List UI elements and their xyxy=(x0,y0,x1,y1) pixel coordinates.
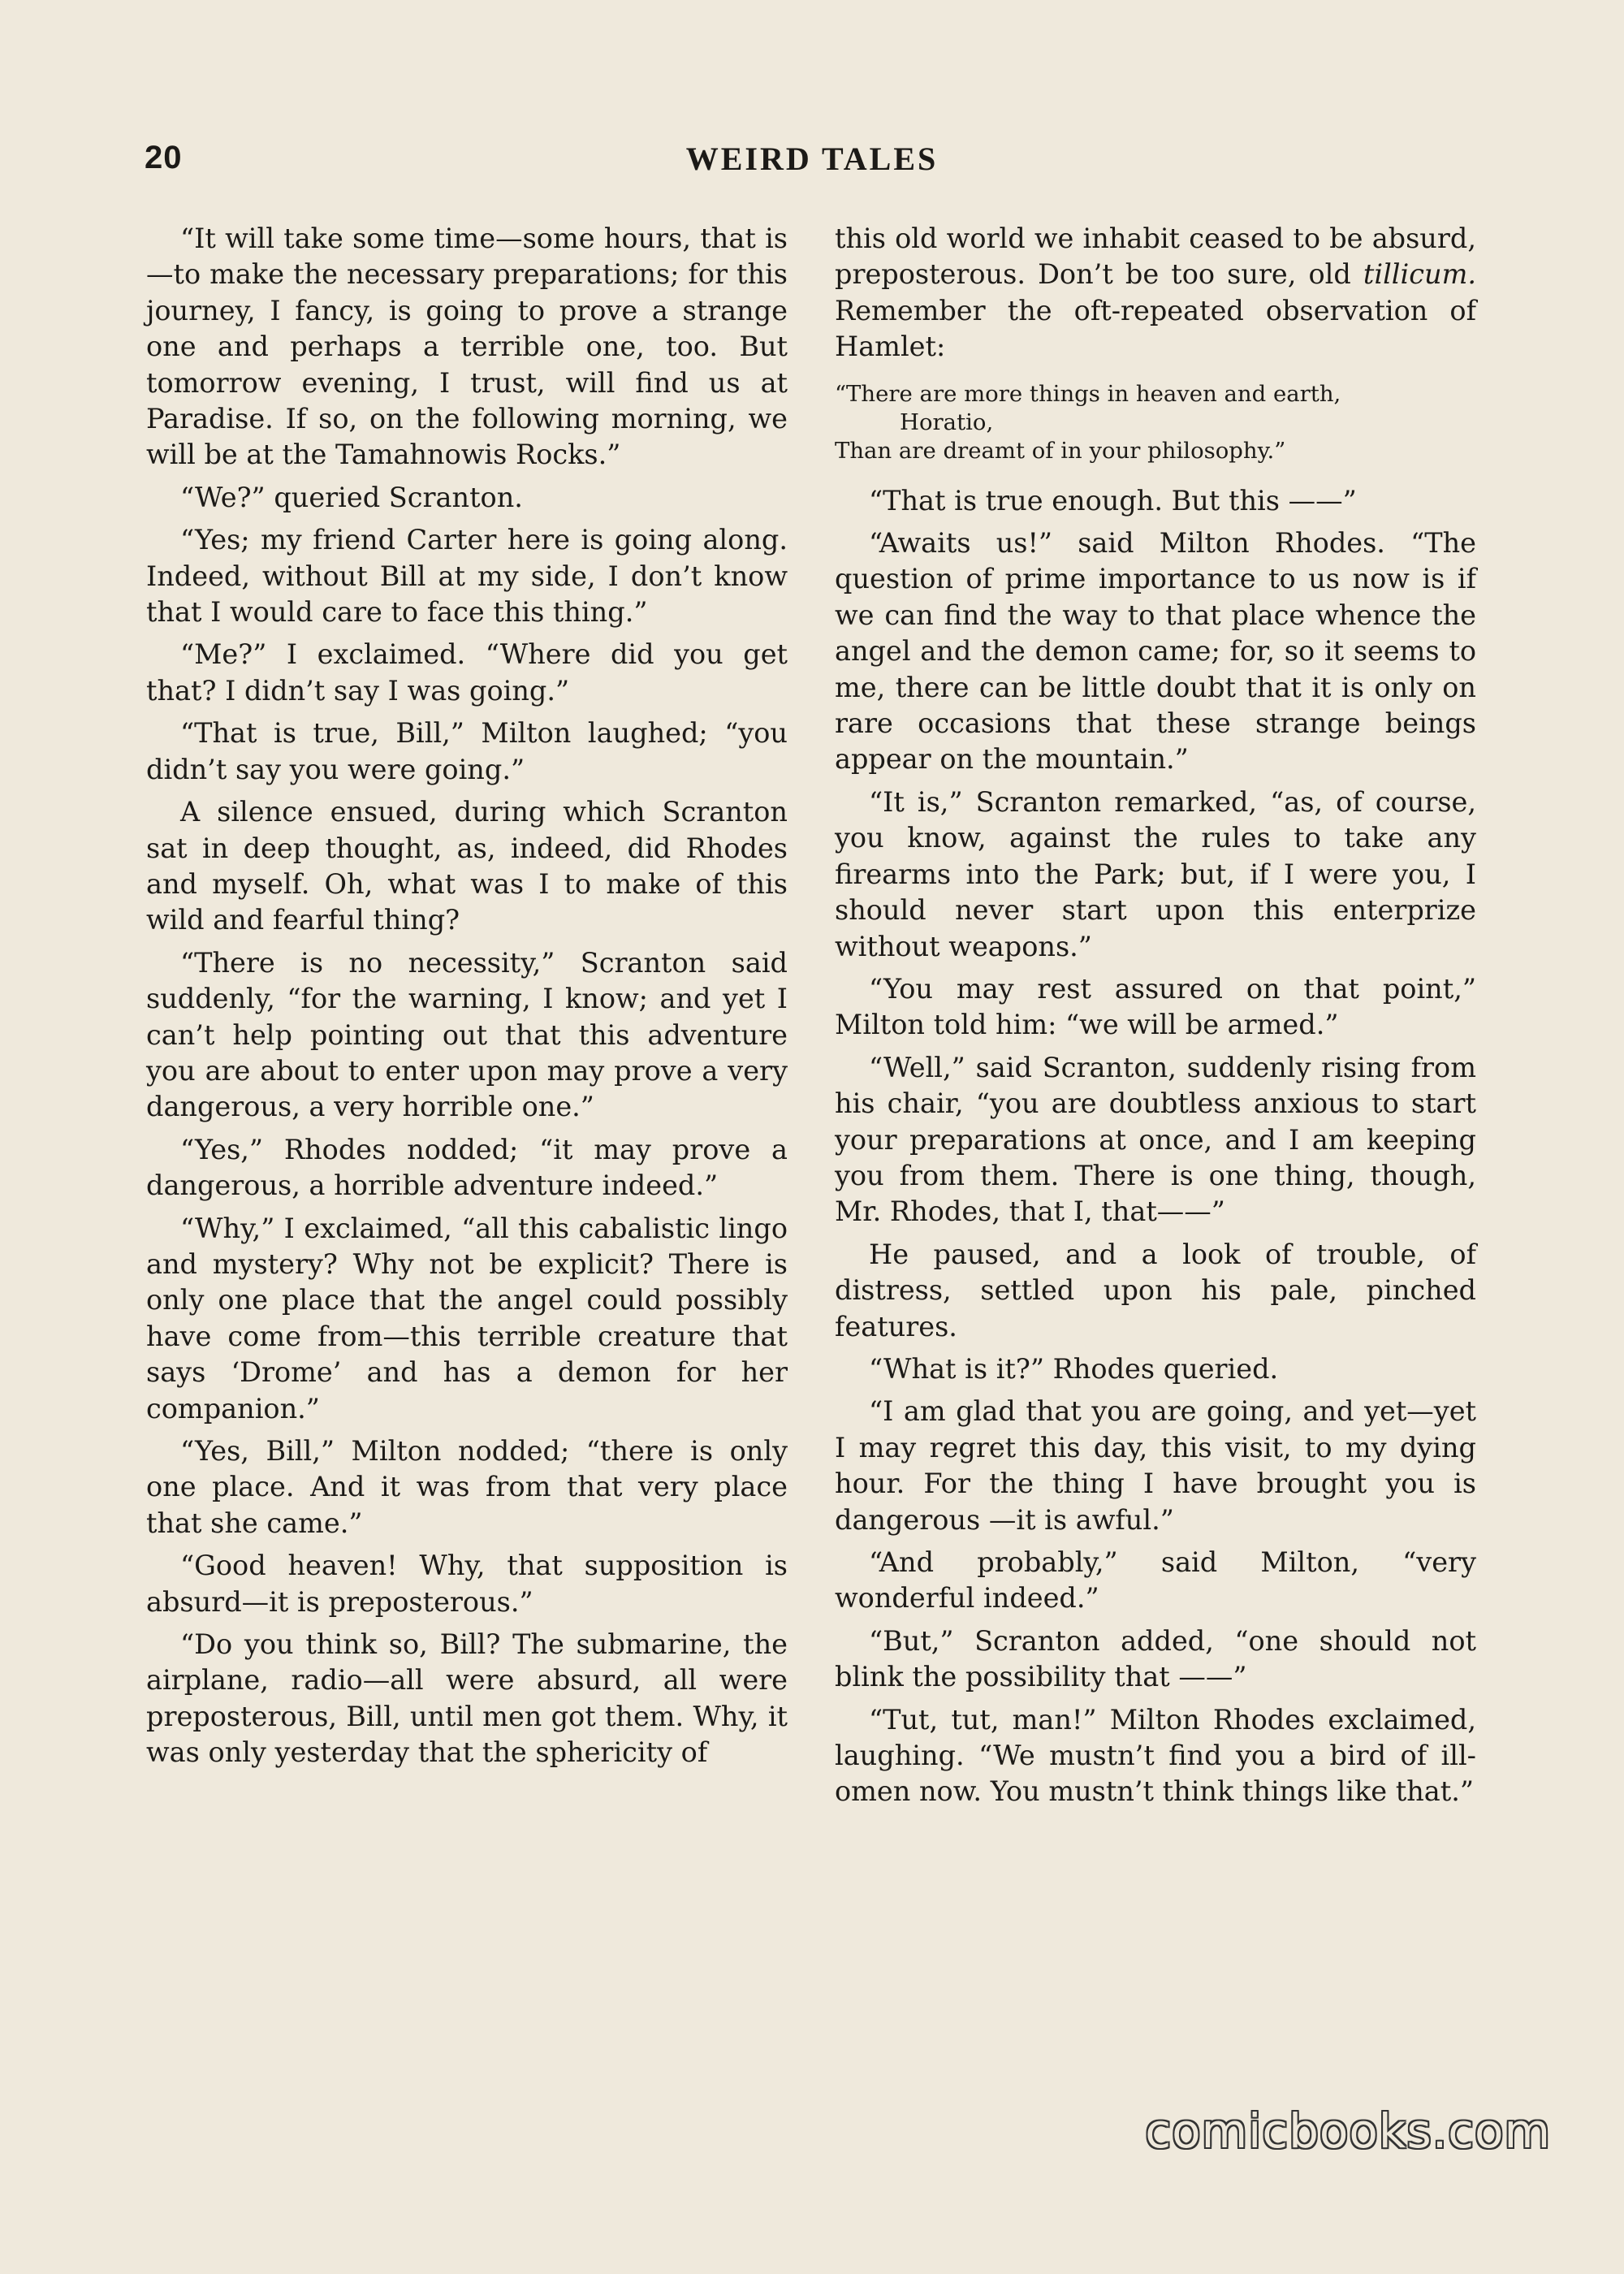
paragraph: “Well,” said Scranton, suddenly rising from his chair, “you are doubtless anxious to start your preparations at once, and I am keeping you from them. There is one thing, though, Mr. Rhodes, that I, that——” xyxy=(835,1051,1476,1228)
paragraph: “I am glad that you are going, and yet—yet I may regret this day, this visit, to my dying hour. For the thing I have brought you is dangerous —it is awful.” xyxy=(835,1395,1476,1536)
hamlet-quotation xyxy=(835,380,1476,465)
right-column xyxy=(835,221,1476,1817)
paragraph: “Yes; my friend Carter here is going along. Indeed, without Bill at my side, I don’t know that I would care to face this thing.” xyxy=(146,524,788,629)
quote-line: “There are more things in heaven and earth, xyxy=(835,380,1341,407)
text-run: Remember the oft-repeated observation of Hamlet: xyxy=(835,294,1476,363)
paragraph: “Awaits us!” said Milton Rhodes. “The question of prime importance to us now is if we can find the way to that place whence the angel and the demon came; for, so it seems to me, there can be little doubt that it is only on rare occasions that these strange beings appear on the mountain.” xyxy=(835,527,1476,776)
paragraph: “Me?” I exclaimed. “Where did you get that? I didn’t say I was going.” xyxy=(146,638,788,707)
running-title: WEIRD TALES xyxy=(685,141,939,177)
paragraph: “Yes, Bill,” Milton nodded; “there is only one place. And it was from that very place that she came.” xyxy=(146,1435,788,1539)
paragraph: “Do you think so, Bill? The submarine, the airplane, radio—all were absurd, all were preposterous, Bill, until men got them. Why, it was only yesterday that the sphericity of xyxy=(146,1628,788,1769)
paragraph: A silence ensued, during which Scranton sat in deep thought, as, indeed, did Rhodes and myself. Oh, what was I to make of this wild and fearful thing? xyxy=(146,796,788,936)
paragraph: “Good heaven! Why, that supposition is absurd—it is preposterous.” xyxy=(146,1550,788,1618)
paragraph xyxy=(835,221,1476,365)
page-number: 20 xyxy=(145,140,183,175)
paragraph: “Yes,” Rhodes nodded; “it may prove a dangerous, a horrible adventure indeed.” xyxy=(146,1133,788,1202)
paragraph: “What is it?” Rhodes queried. xyxy=(869,1352,1279,1385)
paragraph: “But,” Scranton added, “one should not blink the possibility that ——” xyxy=(835,1624,1476,1693)
left-column xyxy=(146,221,788,1778)
paragraph: “Tut, tut, man!” Milton Rhodes exclaimed, laughing. “We mustn’t find you a bird of ill-omen now. You mustn’t think things like that.” xyxy=(835,1703,1476,1808)
paragraph: “That is true enough. But this ——” xyxy=(869,484,1357,517)
paragraph: He paused, and a look of trouble, of distress, settled upon his pale, pinched features. xyxy=(835,1238,1476,1342)
paragraph: “It is,” Scranton remarked, “as, of course, you know, against the rules to take any firearms into the Park; but, if I were you, I should never start upon this enterprize without weapons.” xyxy=(835,785,1476,962)
paragraph: “There is no necessity,” Scranton said suddenly, “for the warning, I know; and yet I can’t help pointing out that this adventure you are about to enter upon may prove a very dangerous, a very horrible one.” xyxy=(146,946,788,1123)
paragraph: “And probably,” said Milton, “very wonderful indeed.” xyxy=(835,1546,1476,1615)
paragraph: “We?” queried Scranton. xyxy=(180,481,523,513)
paragraph: “That is true, Bill,” Milton laughed; “you didn’t say you were going.” xyxy=(146,717,788,785)
paragraph: “You may rest assured on that point,” Milton told him: “we will be armed.” xyxy=(835,972,1476,1041)
quote-line: Than are dreamt of in your philosophy.” xyxy=(835,437,1286,464)
quote-line: Horatio, xyxy=(900,409,994,435)
paragraph: “Why,” I exclaimed, “all this cabalistic lingo and mystery? Why not be explicit? There is only one place that the angel could possibly have come from—this terrible creature that says ‘Drome’ and has a demon for her companion.” xyxy=(146,1212,788,1424)
site-watermark: comicbooks.com xyxy=(1145,2103,1551,2159)
italic-word: tillicum. xyxy=(1363,258,1476,291)
paragraph: “It will take some time—some hours, that is—to make the necessary preparations; for this journey, I fancy, is going to prove a strange one and perhaps a terrible one, too. But tomorrow evening, I trust, will find us at Paradise. If so, on the following morning, we will be at the Tamahnowis Rocks.” xyxy=(146,223,788,471)
text-run: this old world we inhabit ceased to be absurd, preposterous. Don’t be too sure, old xyxy=(835,223,1476,291)
